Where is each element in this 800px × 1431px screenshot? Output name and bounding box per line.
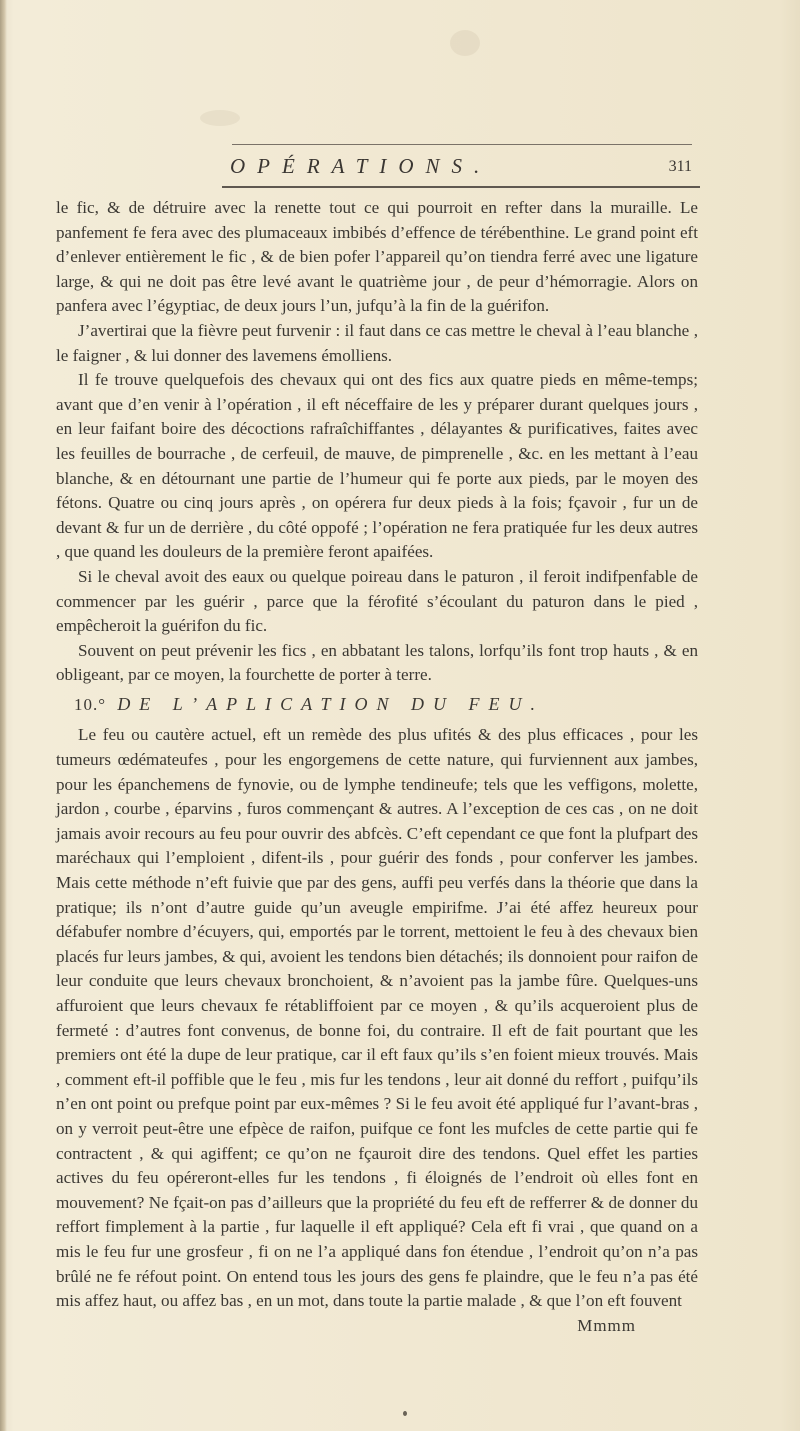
paragraph: Souvent on peut prévenir les fics , en abbatant les talons, lorfqu’ils font trop hauts , & en obligeant, par ce moyen, la fourchette de porter à terre. [56,640,698,685]
paragraph: J’avertirai que la fièvre peut furvenir : il faut dans ce cas mettre le cheval à l’eau blanche , le faigner , & lui donner des lavemens émolliens. [56,320,698,365]
paragraph: Le feu ou cautère actuel, eft un remède des plus ufités & des plus efficaces , pour les tumeurs œdémateufes , pour les engorgemens de cette nature, qui furviennent aux jambes, pour les épanchemens de fynovie, ou de lymphe tendineufe; tels que les veffigons, molette, jardon , courbe , éparvins , furos commençant & autres. A l’exception de ces cas , on ne doit jamais avoir recours au feu pour ouvrir des abfcès. C’eft cependant ce que font la plufpart des maréchaux qui l’emploient , difent-ils , pour guérir des fonds , pour conferver les jambes. Mais cette méthode n’eft fuivie que par des gens, auffi peu verfés dans la théorie que dans la pratique; ils n’ont d’autre guide qu’un aveugle empirifme. J’ai été affez heureux pour défabufer nombre d’écuyers, qui, emportés par le torrent, mettoient le feu à des chevaux bien placés fur leurs jambes, & qui, avoient les tendons bien détachés; ils donnoient pour raifon de leur conduite que leurs chevaux bronchoient, & n’avoient pas la jambe fûre. Quelques-uns affuroient que leurs chevaux fe rétabliffoient par ce moyen , & qu’ils acqueroient plus de fermeté : d’autres font convenus, de bonne foi, du contraire. Il eft de fait pourtant que les premiers ont été la dupe de leur pratique, car il eft faux qu’ils s’en foient mieux trouvés. Mais , comment eft-il poffible que le feu , mis fur les tendons , leur ait donné du reffort , puifqu’ils n’en ont point ou prefque point par eux-mêmes ? Si le feu avoit été appliqué fur l’avant-bras , on y verroit peut-être une efpèce de raifon, puifque ce font les mufcles de cette partie qui fe contractent , & qui agiffent; ce qu’on ne fçauroit dire des tendons. Quel effet les parties actives du feu opéreront-elles fur les tendons , fi éloignés de l’endroit où elles font en mouvement? Ne fçait-on pas d’ailleurs que la propriété du feu eft de refferrer & de donner du reffort fimplement à la partie , fur laquelle il eft appliqué? Cela eft fi vrai , que quand on a mis le feu fur une grosfeur , fi on ne l’a appliqué dans fon étendue , l’endroit qu’on n’a pas brûlé ne fe réfout point. On entend tous les jours des gens fe plaindre, que le feu n’a pas été mis affez haut, ou affez bas , en un mot, dans toute la partie malade , & que l’on eft fouvent [56,725,698,1311]
section-heading [74,692,698,718]
binding-edge [0,0,7,1431]
ink-dot [403,1411,407,1416]
paragraph: Il fe trouve quelquefois des chevaux qui ont des fics aux quatre pieds en même-temps; avant que d’en venir à l’opération , il eft néceffaire de les y préparer durant quelques jours , en leur faifant boire des décoctions rafraîchiffantes , délayantes & purificatives, faites avec les feuilles de bourrache , de cerfeuil, de mauve, de pimprenelle , &c. en les mettant à l’eau blanche, & en détournant une partie de l’humeur qui fe porte aux pieds, par le moyen des fétons. Quatre ou cinq jours après , on opérera fur deux pieds à la fois; fçavoir , fur un de devant & fur un de derrière , du côté oppofé ; l’opération ne fera pratiquée fur les deux autres , que quand les douleurs de la première feront apaifées. [56,370,698,562]
paper-stain [200,110,240,126]
page-number: 311 [668,158,692,175]
page-header [230,148,702,182]
main-text [56,196,698,1338]
paragraph: Si le cheval avoit des eaux ou quelque poireau dans le paturon , il feroit indifpenfable de commencer par les guérir , parce que la férofité s’écoulant du paturon dans le pied , empêcheroit la guérifon du fic. [56,566,698,636]
section-number: 10.° [74,694,107,714]
paper-stain [450,30,480,56]
running-head: OPÉRATIONS. [230,154,492,178]
top-rule [232,144,692,145]
header-rule [222,186,700,188]
paragraph: le fic, & de détruire avec la renette tout ce qui pourroit en refter dans la muraille. Le panfement fe fera avec des plumaceaux imbibés d’effence de térébenthine. Le grand point eft d’enlever entièrement le fic , & de bien pofer l’appareil qu’on tiendra ferré avec une ligature large, & qui ne doit pas être levé avant le quatrième jour , de peur d’hémorragie. Alors on panfera avec l’égyptiac, de deux jours l’un, jufqu’à la fin de la guérifon. [56,198,698,316]
signature-mark: Mmmm [577,1315,636,1335]
section-title: DE L’APLICATION DU FEU. [117,693,544,714]
